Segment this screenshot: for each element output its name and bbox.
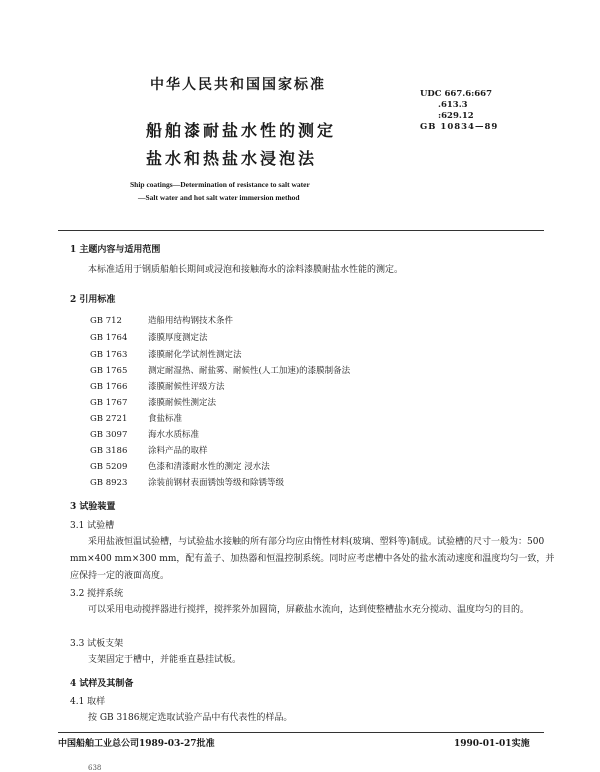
- reference-title: 漆膜耐候性评级方法: [148, 382, 225, 392]
- reference-code: GB 2721: [90, 414, 128, 424]
- reference-title: 造船用结构钢技术条件: [148, 316, 234, 326]
- reference-item: [90, 380, 225, 392]
- udc-line: .613.3: [438, 100, 468, 110]
- reference-item: [90, 348, 242, 360]
- reference-title: 色漆和清漆耐水性的测定 浸水法: [148, 462, 270, 472]
- reference-code: GB 712: [90, 316, 122, 326]
- approval-line: 中国船舶工业总公司1989-03-27批准: [58, 739, 215, 749]
- section-3-1-heading: 3.1 试验槽: [70, 521, 115, 531]
- section-4-heading: 4 试样及其制备: [70, 679, 134, 689]
- reference-title: 漆膜耐候性测定法: [148, 398, 217, 408]
- section-3-2-text: 可以采用电动搅拌器进行搅拌，搅拌浆外加圆筒，屏蔽盐水流向，达到使整槽盐水充分搅动、温度均匀的目的。: [88, 605, 530, 615]
- section-4-1-heading: 4.1 取样: [70, 697, 106, 707]
- reference-item: [90, 331, 208, 343]
- reference-code: GB 1763: [90, 350, 128, 360]
- section-3-1-text: 采用盐液恒温试验槽，与试验盐水接触的所有部分均应由惰性材料(玻璃、塑料等)制成。试验槽的尺寸一般为：500 mm×400 mm×300 mm，配有盖子、加热器和恒温控制系统。同时应考虑槽中各处的盐水流动速度和温度均匀一致，并应保持一定的液面高度。: [70, 537, 555, 581]
- section-3-3-text: 支架固定于槽中，并能垂直悬挂试板。: [88, 655, 242, 665]
- reference-item: [90, 396, 216, 408]
- title-line-2: 盐水和热盐水浸泡法: [146, 149, 318, 168]
- gb-number: GB 10834—89: [420, 122, 499, 132]
- header-divider: [58, 230, 544, 231]
- reference-item: [90, 314, 233, 326]
- reference-code: GB 5209: [90, 462, 128, 472]
- reference-item: [90, 364, 350, 376]
- reference-item: [90, 460, 270, 472]
- english-title-line-2: —Salt water and hot salt water immersion method: [138, 193, 300, 202]
- section-1-heading: 1 主题内容与适用范围: [70, 245, 161, 255]
- section-1-text: 本标准适用于钢质船舶长期间或浸泡和接触海水的涂料漆膜耐盐水性能的测定。: [88, 265, 404, 275]
- footer-divider: [58, 732, 544, 733]
- udc-block: [420, 89, 498, 133]
- section-2-heading: 2 引用标准: [70, 295, 116, 305]
- reference-item: [90, 428, 199, 440]
- udc-line: :629.12: [438, 111, 474, 121]
- reference-item: [90, 476, 284, 488]
- section-3-3-heading: 3.3 试板支架: [70, 639, 124, 649]
- reference-code: GB 1766: [90, 382, 128, 392]
- reference-title: 漆膜厚度测定法: [148, 333, 208, 343]
- reference-title: 涂料产品的取样: [148, 446, 208, 456]
- title-line-1: 船舶漆耐盐水性的测定: [146, 121, 337, 140]
- section-4-1-text: 按 GB 3186规定选取试验产品中有代表性的样品。: [88, 713, 293, 723]
- reference-item: [90, 412, 182, 424]
- implementation-date: 1990-01-01实施: [454, 739, 530, 749]
- reference-code: GB 1767: [90, 398, 128, 408]
- reference-title: 海水水质标准: [148, 430, 200, 440]
- reference-item: [90, 444, 208, 456]
- reference-code: GB 3186: [90, 446, 128, 456]
- reference-title: 食盐标准: [148, 414, 183, 424]
- reference-title: 涂装前钢材表面锈蚀等级和除锈等级: [148, 478, 285, 488]
- reference-code: GB 1764: [90, 333, 128, 343]
- udc-line: UDC 667.6:667: [420, 89, 493, 99]
- standard-header: 中华人民共和国国家标准: [150, 77, 326, 93]
- reference-title: 漆膜耐化学试剂性测定法: [148, 350, 242, 360]
- section-3-2-heading: 3.2 搅拌系统: [70, 589, 124, 599]
- reference-code: GB 3097: [90, 430, 128, 440]
- reference-code: GB 8923: [90, 478, 128, 488]
- english-title-line-1: Ship coatings—Determination of resistance to salt water: [130, 180, 310, 189]
- reference-title: 测定耐湿热、耐盐雾、耐候性(人工加速)的漆膜制备法: [148, 366, 351, 376]
- section-3-heading: 3 试验装置: [70, 502, 116, 512]
- page-number: 638: [88, 764, 102, 772]
- reference-code: GB 1765: [90, 366, 128, 376]
